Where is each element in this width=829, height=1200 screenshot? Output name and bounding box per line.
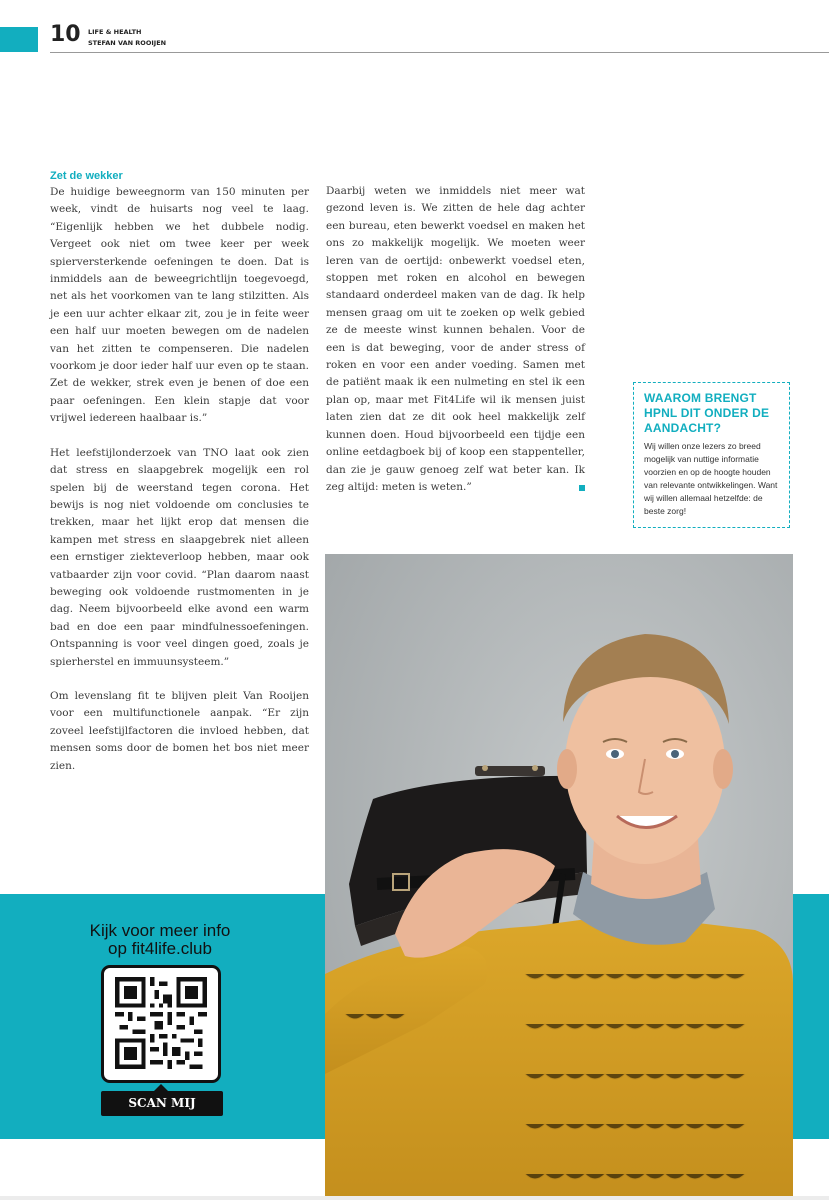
article-column-right [326,183,585,513]
paragraph: De huidige beweegnorm van 150 minuten per week, vindt de huisarts nog veel te laag. “Eigenlijk hebben we het dubbele nodig. Vergeet ook niet om twee keer per week spierversterkende oefeningen te doen. Dat is inmiddels aan de beweegrichtlijn toegevoegd, net als het voorkomen van te lang stilzitten. Als je een uur achter elkaar zit, zou je in feite weer een half uur moeten bewegen om de nadelen van het zitten te compenseren. Die nadelen voorkom je door ieder half uur even op te staan. Zet de wekker, strek even je benen of doe een paar oefeningen. Een klein stapje dat voor vrijwel iedereen haalbaar is.” [50,186,309,425]
page-color-tab [0,27,38,52]
promo-line-2: op fit4life.club [108,939,212,958]
page-number: 10 [50,22,81,47]
promo-line-1: Kijk voor meer info [89,921,231,940]
qr-code-frame[interactable] [101,965,221,1083]
paragraph-text: Daarbij weten we inmiddels niet meer wat gezond leven is. We zitten de hele dag achter een bureau, eten bewerkt voedsel en maken het ons zo makkelijk mogelijk. We moeten weer leren van de oertijd: onbewerkt voedsel eten, stoppen met roken en alcohol en bewegen standaard onderdeel maken van de dag. Ik help mensen graag om uit te zoeken op welk gebied ze de meeste winst kunnen behalen. Voor de een is dat beweging, voor de ander stress of roken en voor een ander voeding. Samen met de patiënt maak ik een nulmeting en stel ik een plan op, maar met Fit4Life wil ik mensen juist laten zien dat ze dit ook heel makkelijk zelf kunnen doen. Houd bijvoorbeeld een tijdje een online eetdagboek bij of koop een stappenteller, dan zie je gauw genoeg zelf wat beter kan. Ik zeg altijd: meten is weten.” [326,185,585,493]
portrait-illustration [325,554,793,1200]
portrait-photo [325,554,793,1200]
section-heading: Zet de wekker [50,170,123,182]
qr-code-icon[interactable] [115,977,207,1069]
header-author: STEFAN VAN ROOIJEN [88,39,167,47]
sidebar-text: Wij willen onze lezers zo breed mogelijk van nuttige informatie voorzien en op de hoogte houden van relevante ontwikkelingen. Want wij willen allemaal hetzelfde: de beste zorg! [644,441,778,516]
header-section: LIFE & HEALTH [88,28,142,36]
promo-text [60,922,260,958]
paragraph: Het leefstijlonderzoek van TNO laat ook zien dat stress en slaapgebrek mogelijk een rol spelen bij de weerstand tegen corona. Het bewijs is nog niet voldoende om conclusies te trekken, maar het lijkt erop dat mensen die kampen met stress en slaapgebrek niet alleen een ernstiger ziekteverloop hebben, maar ook vatbaarder zijn voor covid. “Plan daarom naast beweging ook voldoende rustmomenten in je dag. Neem bijvoorbeeld elke avond een warm bad en doe een paar mindfulnessoefeningen. Ontspanning is voor veel dingen goed, zoals je spierherstel en immuunsysteem.” [50,446,309,668]
running-header [88,27,166,49]
end-mark-icon [579,485,585,491]
header-rule [50,52,829,53]
info-sidebar [633,382,790,528]
paragraph: Om levenslang fit te blijven pleit Van Rooijen voor een multifunctionele aanpak. “Er zijn zoveel leefstijlfactoren die invloed hebben, dat mensen soms door de bomen het bos niet meer zien. [50,689,309,772]
paragraph [326,183,585,496]
article-column-left [50,168,309,792]
sidebar-title: WAAROM BRENGT HPNL DIT ONDER DE AANDACHT? [644,391,770,435]
scan-button[interactable]: SCAN MIJ [101,1091,223,1116]
page-bottom-edge [0,1196,829,1200]
